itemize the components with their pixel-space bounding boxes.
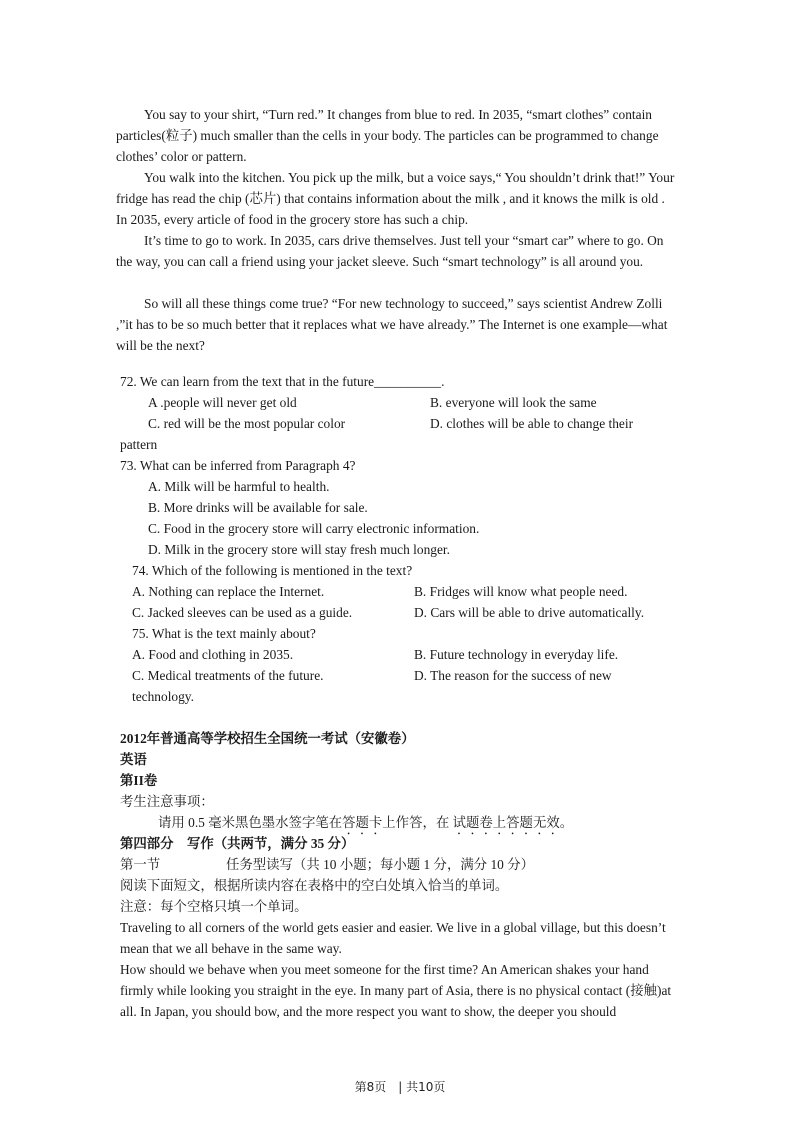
question-73-stem: 73. What can be inferred from Paragraph 4? (120, 458, 356, 473)
note-text: 注意：每个空格只填一个单词。 (120, 899, 308, 914)
question-73-option-d: D. Milk in the grocery store will stay fresh much longer. (148, 542, 450, 557)
passage2-paragraph-1: Traveling to all corners of the world gets easier and easier. We live in a global village, but this doesn’t mean that we all behave in the same way. (120, 920, 666, 956)
instruction-text: 阅读下面短文，根据所读内容在表格中的空白处填入恰当的单词。 (120, 878, 509, 893)
question-75-option-b: B. Future technology in everyday life. (414, 647, 619, 662)
question-74-option-d: D. Cars will be able to drive automatically. (414, 605, 645, 620)
notice-text-mid: 上作答，在 (382, 815, 453, 830)
question-72-option-c: C. red will be the most popular color (148, 416, 346, 431)
exam-volume: 第II卷 (120, 773, 158, 788)
section-one-label: 第一节 (120, 857, 161, 872)
passage-paragraph-4: So will all these things come true? “For new technology to succeed,” says scientist Andrew Zolli ,”it has to be so much better that it replaces what we have already.” The Internet is one example—what will be the next? (116, 296, 668, 353)
notice-text-end: 。 (559, 815, 574, 830)
question-73-option-c: C. Food in the grocery store will carry electronic information. (148, 521, 480, 536)
notice-text-pre: 请用 0.5 毫米黑色墨水签字笔在 (158, 815, 343, 830)
question-74-stem: 74. Which of the following is mentioned in the text? (132, 563, 413, 578)
question-75-option-d-continued: technology. (132, 689, 194, 704)
question-72-option-a: A .people will never get old (148, 395, 297, 410)
question-74-option-a: A. Nothing can replace the Internet. (132, 584, 325, 599)
exam-title: 2012年普通高等学校招生全国统一考试（安徽卷） (120, 731, 415, 746)
question-73-option-b: B. More drinks will be available for sale. (148, 500, 368, 515)
part-four-heading: 第四部分 写作（共两节，满分 35 分） (120, 836, 355, 851)
passage-paragraph-3: It’s time to go to work. In 2035, cars drive themselves. Just tell your “smart car” where to go. On the way, you can call a friend using your jacket sleeve. Such “smart technology” is all around you. (116, 233, 664, 269)
question-75-option-d: D. The reason for the success of new (414, 668, 612, 683)
question-75-option-c: C. Medical treatments of the future. (132, 668, 324, 683)
question-72-option-d-continued: pattern (120, 437, 158, 452)
question-72-option-d: D. clothes will be able to change their (430, 416, 634, 431)
question-73-option-a: A. Milk will be harmful to health. (148, 479, 330, 494)
question-75-stem: 75. What is the text mainly about? (132, 626, 316, 641)
section-one-description: 任务型读写（共 10 小题；每小题 1 分，满分 10 分） (226, 857, 534, 872)
page-footer: 第8页 | 共10页 (354, 1080, 446, 1094)
passage-paragraph-2: You walk into the kitchen. You pick up the milk, but a voice says,“ You shouldn’t drink that!” Your fridge has read the chip (芯片) that contains information about the milk , and it knows the milk is old . In 2035, every article of food in the grocery store has such a chip. (116, 170, 675, 227)
notice-emphasis-answer-card: 答题卡 (342, 815, 383, 830)
question-72-stem: 72. We can learn from the text that in the future__________. (120, 374, 445, 389)
question-74-option-c: C. Jacked sleeves can be used as a guide. (132, 605, 353, 620)
exam-subject: 英语 (120, 752, 147, 767)
notice-label: 考生注意事项： (120, 794, 214, 809)
passage-paragraph-1: You say to your shirt, “Turn red.” It changes from blue to red. In 2035, “smart clothes” contain particles(粒子) much smaller than the cells in your body. The particles can be programmed to change clothes’ color or pattern. (116, 107, 659, 164)
passage2-paragraph-2: How should we behave when you meet someone for the first time? An American shakes your hand firmly while looking you straight in the eye. In many part of Asia, there is no physical contact (接触)at all. In Japan, you should bow, and the more respect you want to show, the deeper you should (120, 962, 672, 1019)
question-72-option-b: B. everyone will look the same (430, 395, 597, 410)
notice-emphasis-invalid: 试题卷上答题无效 (452, 815, 560, 830)
question-75-option-a: A. Food and clothing in 2035. (132, 647, 294, 662)
question-74-option-b: B. Fridges will know what people need. (414, 584, 628, 599)
